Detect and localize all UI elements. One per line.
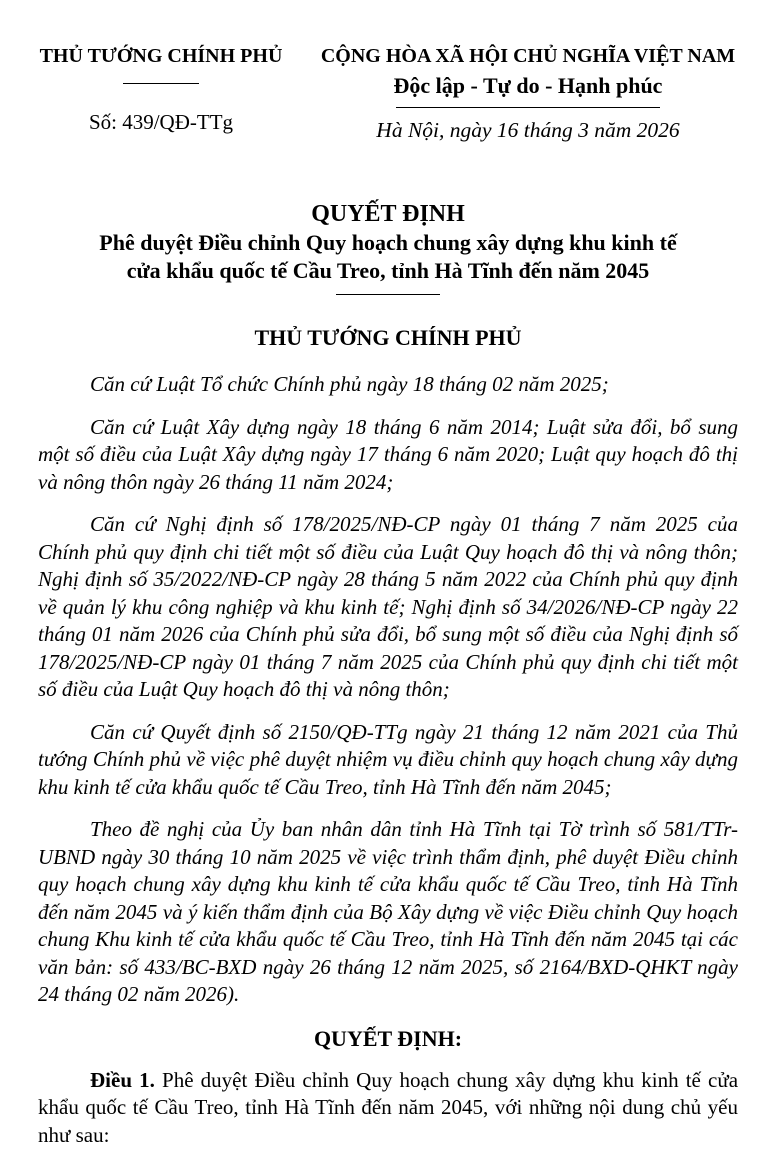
article-label: Điều 1.	[90, 1067, 155, 1092]
national-heading-block	[318, 44, 738, 143]
preamble-paragraph: Căn cứ Luật Tổ chức Chính phủ ngày 18 tháng 02 năm 2025;	[90, 372, 609, 396]
national-title: CỘNG HÒA XÃ HỘI CHỦ NGHĨA VIỆT NAM	[320, 45, 736, 67]
decision-heading: QUYẾT ĐỊNH:	[313, 1025, 463, 1051]
document-title-block	[38, 199, 738, 351]
issuing-authority-block	[38, 44, 284, 135]
preamble-paragraph: Căn cứ Luật Xây dựng ngày 18 tháng 6 năm 2014; Luật sửa đổi, bổ sung một số điều của Luật Xây dựng ngày 17 tháng 6 năm 2020; Luật quy hoạch đô thị và nông thôn ngày 26 tháng 11 năm 2024;	[38, 414, 738, 494]
issuing-authority-name: THỦ TƯỚNG CHÍNH PHỦ	[39, 45, 283, 67]
document-kind: QUYẾT ĐỊNH	[311, 201, 465, 227]
document-header	[38, 44, 738, 143]
preamble-paragraph: Căn cứ Quyết định số 2150/QĐ-TTg ngày 21 tháng 12 năm 2021 của Thủ tướng Chính phủ về việc phê duyệt nhiệm vụ điều chỉnh quy hoạch chung xây dựng khu kinh tế cửa khẩu quốc tế Cầu Treo, tỉnh Hà Tĩnh đến năm 2045;	[38, 719, 738, 799]
article-paragraph	[38, 1067, 738, 1150]
document-body	[38, 371, 738, 1149]
preamble-paragraph: Theo đề nghị của Ủy ban nhân dân tỉnh Hà Tĩnh tại Tờ trình số 581/TTr-UBND ngày 30 tháng 10 năm 2025 về việc trình thẩm định, phê duyệt Điều chỉnh quy hoạch chung xây dựng khu kinh tế cửa khẩu quốc tế Cầu Treo, tỉnh Hà Tĩnh đến năm 2045 và ý kiến thẩm định của Bộ Xây dựng về việc Điều chỉnh Quy hoạch chung Khu kinh tế cửa khẩu quốc tế Cầu Treo, tỉnh Hà Tĩnh đến năm 2045 tại các văn bản: số 433/BC-BXD ngày 26 tháng 12 năm 2025, số 2164/BXD-QHKT ngày 24 tháng 02 năm 2026).	[38, 817, 738, 1006]
deciding-authority: THỦ TƯỚNG CHÍNH PHỦ	[254, 325, 522, 350]
place-and-date: Hà Nội, ngày 16 tháng 3 năm 2026	[376, 118, 680, 142]
document-subject-line2: cửa khẩu quốc tế Cầu Treo, tỉnh Hà Tĩnh đến năm 2045	[126, 258, 650, 283]
preamble-paragraph: Căn cứ Nghị định số 178/2025/NĐ-CP ngày 01 tháng 7 năm 2025 của Chính phủ quy định chi tiết một số điều của Luật Quy hoạch đô thị và nông thôn; Nghị định số 35/2022/NĐ-CP ngày 28 tháng 5 năm 2022 của Chính phủ quy định về quản lý khu công nghiệp và khu kinh tế; Nghị định số 34/2026/NĐ-CP ngày 22 tháng 01 năm 2026 của Chính phủ sửa đổi, bổ sung một số điều của Nghị định số 178/2025/NĐ-CP ngày 01 tháng 7 năm 2025 của Chính phủ quy định chi tiết một số điều của Luật Quy hoạch đô thị và nông thôn;	[38, 512, 738, 701]
national-motto-divider	[396, 107, 660, 108]
national-motto: Độc lập - Tự do - Hạnh phúc	[393, 73, 663, 98]
document-number: Số: 439/QĐ-TTg	[88, 110, 234, 134]
title-divider	[336, 294, 440, 295]
document-subject-line1: Phê duyệt Điều chỉnh Quy hoạch chung xây dựng khu kinh tế	[99, 230, 677, 255]
article-text: Phê duyệt Điều chỉnh Quy hoạch chung xây dựng khu kinh tế cửa khẩu quốc tế Cầu Treo, tỉnh Hà Tĩnh đến năm 2045, với những nội dung chủ yếu như sau:	[38, 1067, 739, 1147]
issuing-authority-divider	[123, 83, 199, 84]
